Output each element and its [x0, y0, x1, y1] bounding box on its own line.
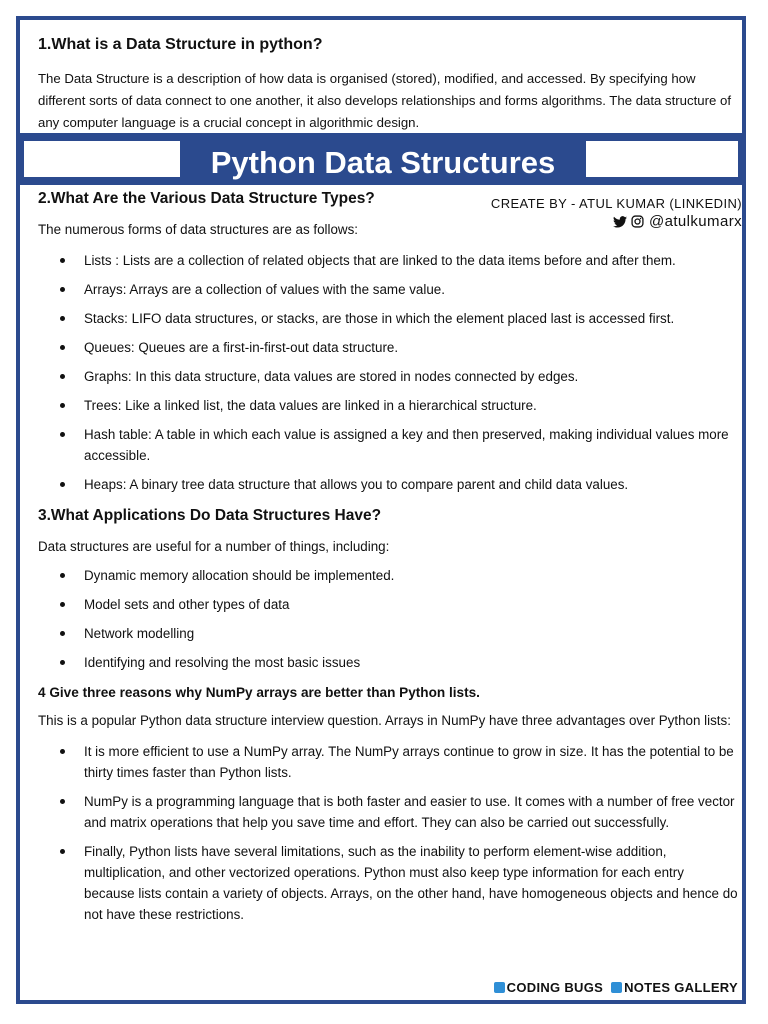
list-item: Heaps: A binary tree data structure that allows you to compare parent and child data values.: [38, 474, 738, 495]
list-item: Finally, Python lists have several limitations, such as the inability to perform element-wise addition, multiplication, and other vectorized operations. Python must also keep type information for each entry because lists contain a variety of objects. Arrays, on the other hand, have homogeneous objects and hence do not have these restrictions.: [38, 841, 738, 925]
list-item: Network modelling: [38, 623, 738, 644]
data-structure-types-list: [38, 250, 738, 495]
section4-heading: 4 Give three reasons why NumPy arrays are better than Python lists.: [38, 685, 480, 700]
list-item: Trees: Like a linked list, the data values are linked in a hierarchical structure.: [38, 395, 738, 416]
list-item: Model sets and other types of data: [38, 594, 738, 615]
brand-notes-gallery: NOTES GALLERY: [624, 980, 738, 995]
section3-intro: Data structures are useful for a number of things, including:: [38, 539, 390, 554]
list-item: Identifying and resolving the most basic issues: [38, 652, 738, 673]
list-item: Stacks: LIFO data structures, or stacks, are those in which the element placed last is accessed first.: [38, 308, 738, 329]
section4-intro: This is a popular Python data structure interview question. Arrays in NumPy have three advantages over Python lists:: [38, 713, 731, 728]
list-item: Graphs: In this data structure, data values are stored in nodes connected by edges.: [38, 366, 738, 387]
section1-body: The Data Structure is a description of how data is organised (stored), modified, and accessed. By specifying how different sorts of data connect to one another, it also develops relationships and forms algorithms. The data structure of any computer language is a crucial concept in algorithmic design.: [38, 71, 731, 130]
section2-intro: The numerous forms of data structures are as follows:: [38, 222, 359, 237]
section3-heading: 3.What Applications Do Data Structures Have?: [38, 507, 382, 524]
author-name: CREATE BY - ATUL KUMAR (LINKEDIN): [490, 196, 742, 211]
main-content: [38, 190, 738, 933]
telegram-icon: [611, 982, 622, 993]
section2-heading: 2.What Are the Various Data Structure Types?: [38, 190, 375, 207]
numpy-reasons-list: [38, 741, 738, 925]
list-item: Queues: Queues are a first-in-first-out data structure.: [38, 337, 738, 358]
list-item: Arrays: Arrays are a collection of values with the same value.: [38, 279, 738, 300]
banner-title: Python Data Structures: [180, 141, 586, 185]
section-what-is-data-structure: [20, 20, 742, 130]
section1-heading: 1.What is a Data Structure in python?: [38, 36, 323, 53]
list-item: Lists : Lists are a collection of related objects that are linked to the data items before and after them.: [38, 250, 738, 271]
list-item: NumPy is a programming language that is both faster and easier to use. It comes with a number of free vector and matrix operations that help you save time and effort. They can also be carried out successfully.: [38, 791, 738, 833]
list-item: Dynamic memory allocation should be implemented.: [38, 565, 738, 586]
applications-list: [38, 565, 738, 673]
list-item: Hash table: A table in which each value is assigned a key and then preserved, making individual values more accessible.: [38, 424, 738, 466]
footer-brands: [494, 980, 738, 995]
telegram-icon: [494, 982, 505, 993]
author-handle: @atulkumarx: [649, 213, 742, 230]
list-item: It is more efficient to use a NumPy array. The NumPy arrays continue to grow in size. It has the potential to be thirty times faster than Python lists.: [38, 741, 738, 783]
brand-coding-bugs: CODING BUGS: [506, 980, 604, 995]
